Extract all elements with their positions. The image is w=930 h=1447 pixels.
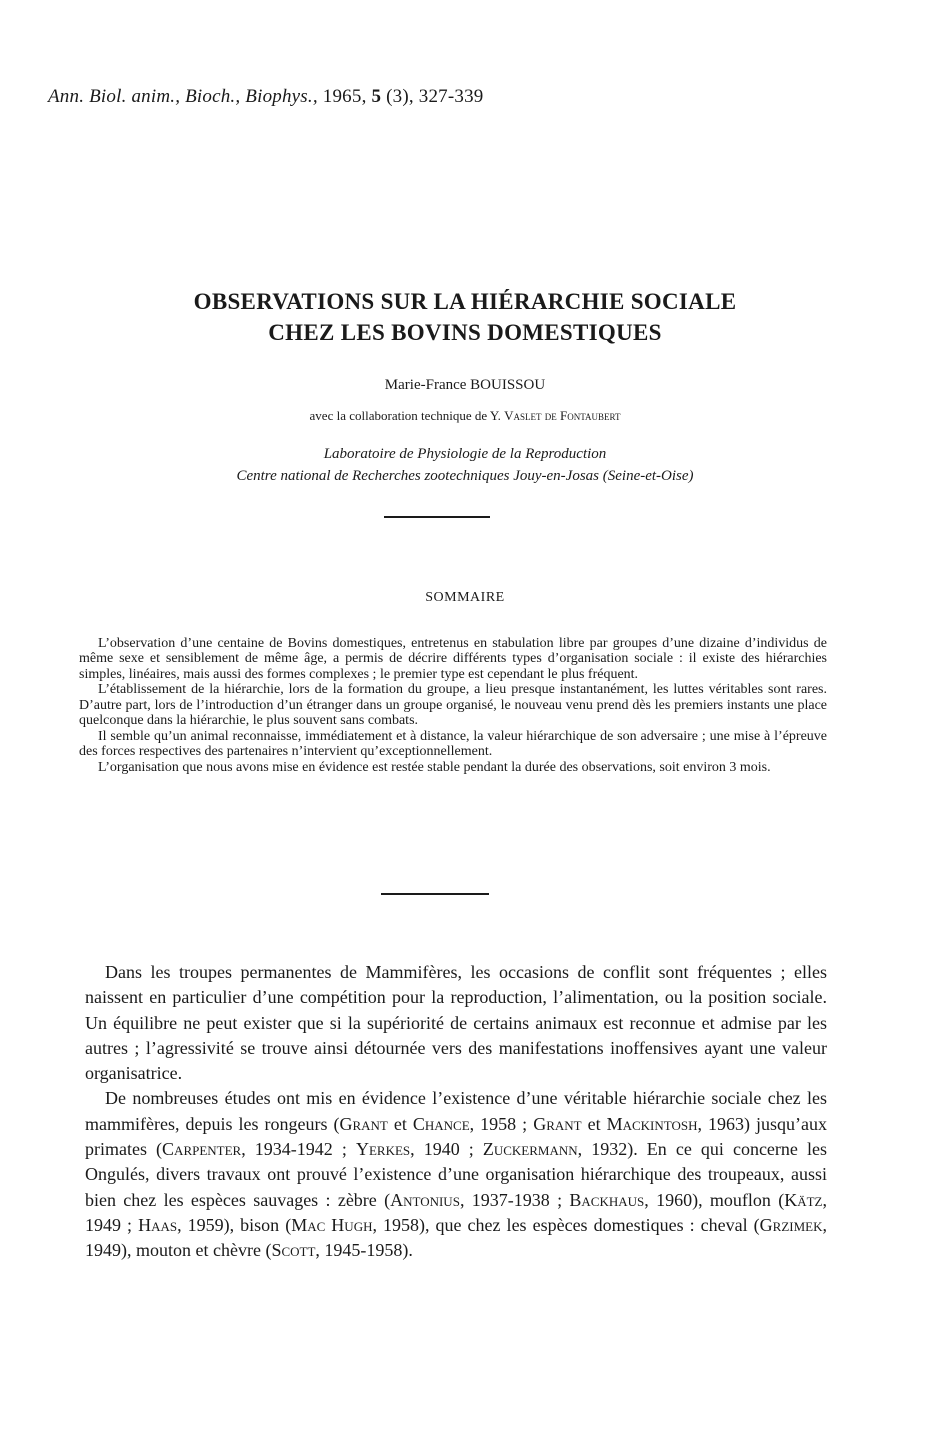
body-text: , 1932). En ce qui concerne les Ongulés, divers travaux ont prouvé l’existence d’une organisation hiérarchique des troupeaux, aussi bien chez les espèces sauvages : zèbre ( [85,1139,827,1210]
body-text: , 1934-1942 ; [241,1139,356,1160]
body-text: , 1958 ; [469,1113,534,1134]
citation-year: 1965, [322,86,367,107]
body-text: et [387,1113,413,1134]
reference-author: Grant [339,1113,388,1134]
collaboration-line [0,408,930,424]
reference-author: Grant [533,1113,582,1134]
affiliation-line-2: Centre national de Recherches zootechniques Jouy-en-Josas (Seine-et-Oise) [236,468,694,484]
journal-citation [48,86,484,108]
abstract-paragraph: L’observation d’une centaine de Bovins domestiques, entretenus en stabulation libre par groupes d’une dizaine d’individus de même sexe et sensiblement de même âge, a permis de décrire différents types d’organisation sociale : il existe des hiérarchies simples, linéaires, mais aussi des formes complexes ; le premier type est cependant le plus fréquent. [79,636,827,682]
abstract-body [79,636,827,776]
divider-top [384,516,490,518]
reference-author: Zuckermann [482,1139,578,1160]
reference-author: Chance [412,1113,470,1134]
body-paragraph-2 [85,1086,827,1263]
reference-author: Backhaus [569,1189,645,1210]
body-paragraph-1: Dans les troupes permanentes de Mammifères, les occasions de conflit sont fréquentes ; elles naissent en particulier d’une compétition pour la reproduction, l’alimentation, ou la position sociale. Un équilibre ne peut exister que si la supériorité de certains animaux est reconnue et admise par les autres ; l’agressivité se trouve ainsi détournée vers des manifestations inoffensives ayant une valeur organisatrice. [85,962,827,1084]
abstract-paragraph: L’établissement de la hiérarchie, lors de la formation du groupe, a lieu presque instantanément, les luttes véritables sont rares. D’autre part, lors de l’introduction d’un étranger dans un groupe organisé, le nouveau venu prend dès les premiers instants une place quelconque dans la hiérarchie, le plus souvent sans combats. [79,682,827,728]
abstract-paragraph: L’organisation que nous avons mise en évidence est restée stable pendant la durée des observations, soit environ 3 mois. [98,759,771,775]
reference-author: Mac Hugh [291,1214,373,1235]
reference-author: Yerkes [355,1139,411,1160]
reference-author: Carpenter [162,1139,242,1160]
affiliation-line-1: Laboratoire de Physiologie de la Reproduction [323,446,607,462]
citation-pages: (3), 327-339 [386,86,484,107]
reference-author: Mackintosh [606,1113,698,1134]
body-text: et [581,1113,607,1134]
reference-author: Kätz [784,1189,823,1210]
journal-name: Ann. Biol. anim., Bioch., Biophys., [48,86,318,107]
body-text: , 1949), mouton et chèvre ( [85,1214,827,1261]
title-line-1: OBSERVATIONS SUR LA HIÉRARCHIE SOCIALE [193,289,737,314]
body-text: , 1949 ; [85,1189,827,1235]
reference-author: Grzimek [759,1214,823,1235]
reference-author: Scott [271,1240,316,1261]
body-text: , 1958), que chez les espèces domestiques : cheval ( [372,1214,760,1235]
abstract-heading: SOMMAIRE [425,590,505,605]
reference-author: Antonius [390,1189,460,1210]
body-text: , 1959), bison ( [177,1214,292,1235]
reference-author: Haas [138,1214,178,1235]
affiliation [0,443,930,487]
title-line-2: CHEZ LES BOVINS DOMESTIQUES [268,320,662,345]
abstract-paragraph: Il semble qu’un animal reconnaisse, immédiatement et à distance, la valeur hiérarchique de son adversaire ; une mise à l’épreuve des forces respectives des partenaires n’intervient qu’exceptionnellement. [79,728,827,760]
divider-bottom [381,893,489,895]
body-text: , 1937-1938 ; [459,1189,570,1210]
body-text: , 1940 ; [410,1139,483,1160]
body-text: , 1960), mouflon ( [644,1189,785,1210]
author-name: Marie-France BOUISSOU [384,377,546,393]
body-text: , 1963) jusqu’aux primates ( [85,1113,827,1160]
body-text: De nombreuses études ont mis en évidence l’existence d’une véritable hiérarchie sociale chez les mammifères, depuis les rongeurs ( [85,1088,827,1134]
collaborator-name: Vaslet de Fontaubert [504,408,621,423]
article-body [85,960,827,1264]
citation-volume: 5 [371,86,382,107]
collaboration-prefix: avec la collaboration technique de Y. [309,408,501,423]
article-title [0,286,930,348]
body-text: , 1945-1958). [315,1240,413,1261]
